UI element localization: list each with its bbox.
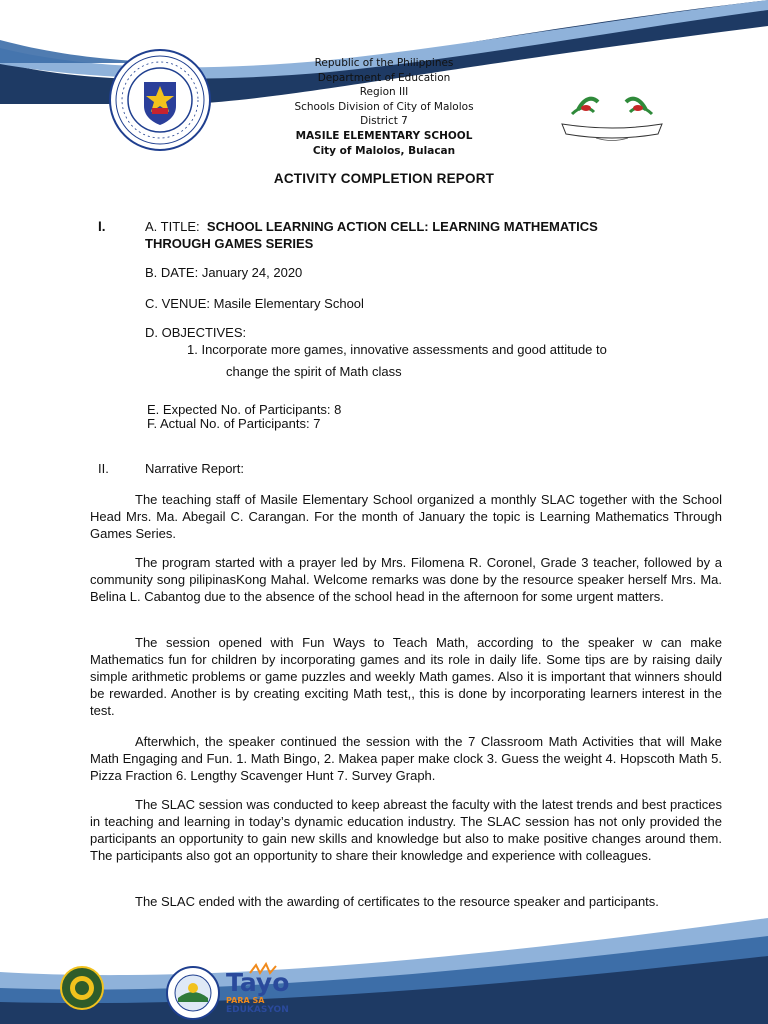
- tayo-logo: [226, 962, 296, 1022]
- tayo-logo-edukasyon: EDUKASYON: [226, 1005, 289, 1015]
- report-title: ACTIVITY COMPLETION REPORT: [273, 171, 495, 186]
- title-label: A. TITLE:: [145, 219, 200, 234]
- section-1-numeral: I.: [98, 219, 106, 234]
- expected-participants: E. Expected No. of Participants: 8: [147, 402, 342, 417]
- narrative-paragraph-2: The program started with a prayer led by Mrs. Filomena R. Coronel, Grade 3 teacher, followed by a community song pilipinasKong Mahal. Welcome remarks was done by the resource speaker herself Mrs. Ma. Belina L. Cabantog due to the absence of the school head in the afternoon for some urgent matters.: [90, 555, 722, 604]
- objectives-label: D. OBJECTIVES:: [145, 325, 247, 340]
- narrative-paragraph-4: Afterwhich, the speaker continued the session with the 7 Classroom Math Activities that will Make Math Engaging and Fun. 1. Math Bingo, 2. Makea paper make clock 3. Guess the weight 4. Hopscoth Math 5. Pizza Fraction 6. Lengthy Scavenger Hunt 7. Survey Graph.: [90, 734, 722, 783]
- narrative-paragraph-1: The teaching staff of Masile Elementary School organized a monthly SLAC together with the School Head Mrs. Ma. Abegail C. Carangan. For the month of January the topic is Learning Mathematics Through Games Series.: [90, 492, 722, 541]
- title-value-line1: SCHOOL LEARNING ACTION CELL: LEARNING MATHEMATICS: [206, 219, 598, 234]
- district-seal-logo: [166, 966, 220, 1020]
- header-department: Department of Education: [317, 71, 451, 84]
- date-line: B. DATE: January 24, 2020: [145, 265, 303, 280]
- footer-swoosh: [0, 910, 768, 1024]
- header-republic: Republic of the Philippines: [314, 57, 454, 69]
- header-district: District 7: [360, 115, 408, 128]
- tayo-logo-title: Tayo: [226, 968, 290, 997]
- objective-1-line1: 1. Incorporate more games, innovative assessments and good attitude to: [187, 342, 607, 357]
- narrative-paragraph-3: The session opened with Fun Ways to Teach Math, according to the speaker w can make Mathematics fun for children by incorporating games and its role in daily life. Some tips are by raising daily simple arithmetic problems or game puzzles and weekly Math games. Also it is important that winners should be rewarded. Another is by creating exciting Math test,, this is done by incorporating learners interest in the test.: [90, 635, 722, 718]
- narrative-heading: Narrative Report:: [145, 461, 244, 476]
- header-city: City of Malolos, Bulacan: [312, 144, 456, 157]
- letterhead: [240, 56, 528, 158]
- section-2-numeral: II.: [98, 461, 109, 476]
- objective-1-line2: change the spirit of Math class: [226, 364, 402, 379]
- deped-seal-logo: [108, 48, 212, 152]
- narrative-paragraph-5: The SLAC session was conducted to keep abreast the faculty with the latest trends and best practices in teaching and learning in today’s dynamic education industry. The SLAC session has not only provided the participants an opportunity to gain new skills and knowledge but also to make positive changes around them. The participants also got an opportunity to share their knowledge and experience with colleagues.: [90, 797, 722, 863]
- header-division: Schools Division of City of Malolos: [294, 100, 474, 113]
- tayo-logo-para-sa: PARA SA: [226, 996, 265, 1005]
- title-row: [145, 219, 598, 234]
- venue-line: C. VENUE: Masile Elementary School: [145, 296, 364, 311]
- actual-participants: F. Actual No. of Participants: 7: [147, 416, 321, 431]
- title-value-line2: THROUGH GAMES SERIES: [145, 236, 314, 251]
- header-region: Region III: [359, 86, 409, 99]
- tayo-sun-icon: [248, 964, 278, 974]
- division-seal-logo: [60, 966, 104, 1010]
- header-school-name: MASILE ELEMENTARY SCHOOL: [295, 129, 473, 142]
- narrative-paragraph-6: The SLAC ended with the awarding of certificates to the resource speaker and participants.: [135, 894, 659, 909]
- school-logo: [558, 88, 666, 150]
